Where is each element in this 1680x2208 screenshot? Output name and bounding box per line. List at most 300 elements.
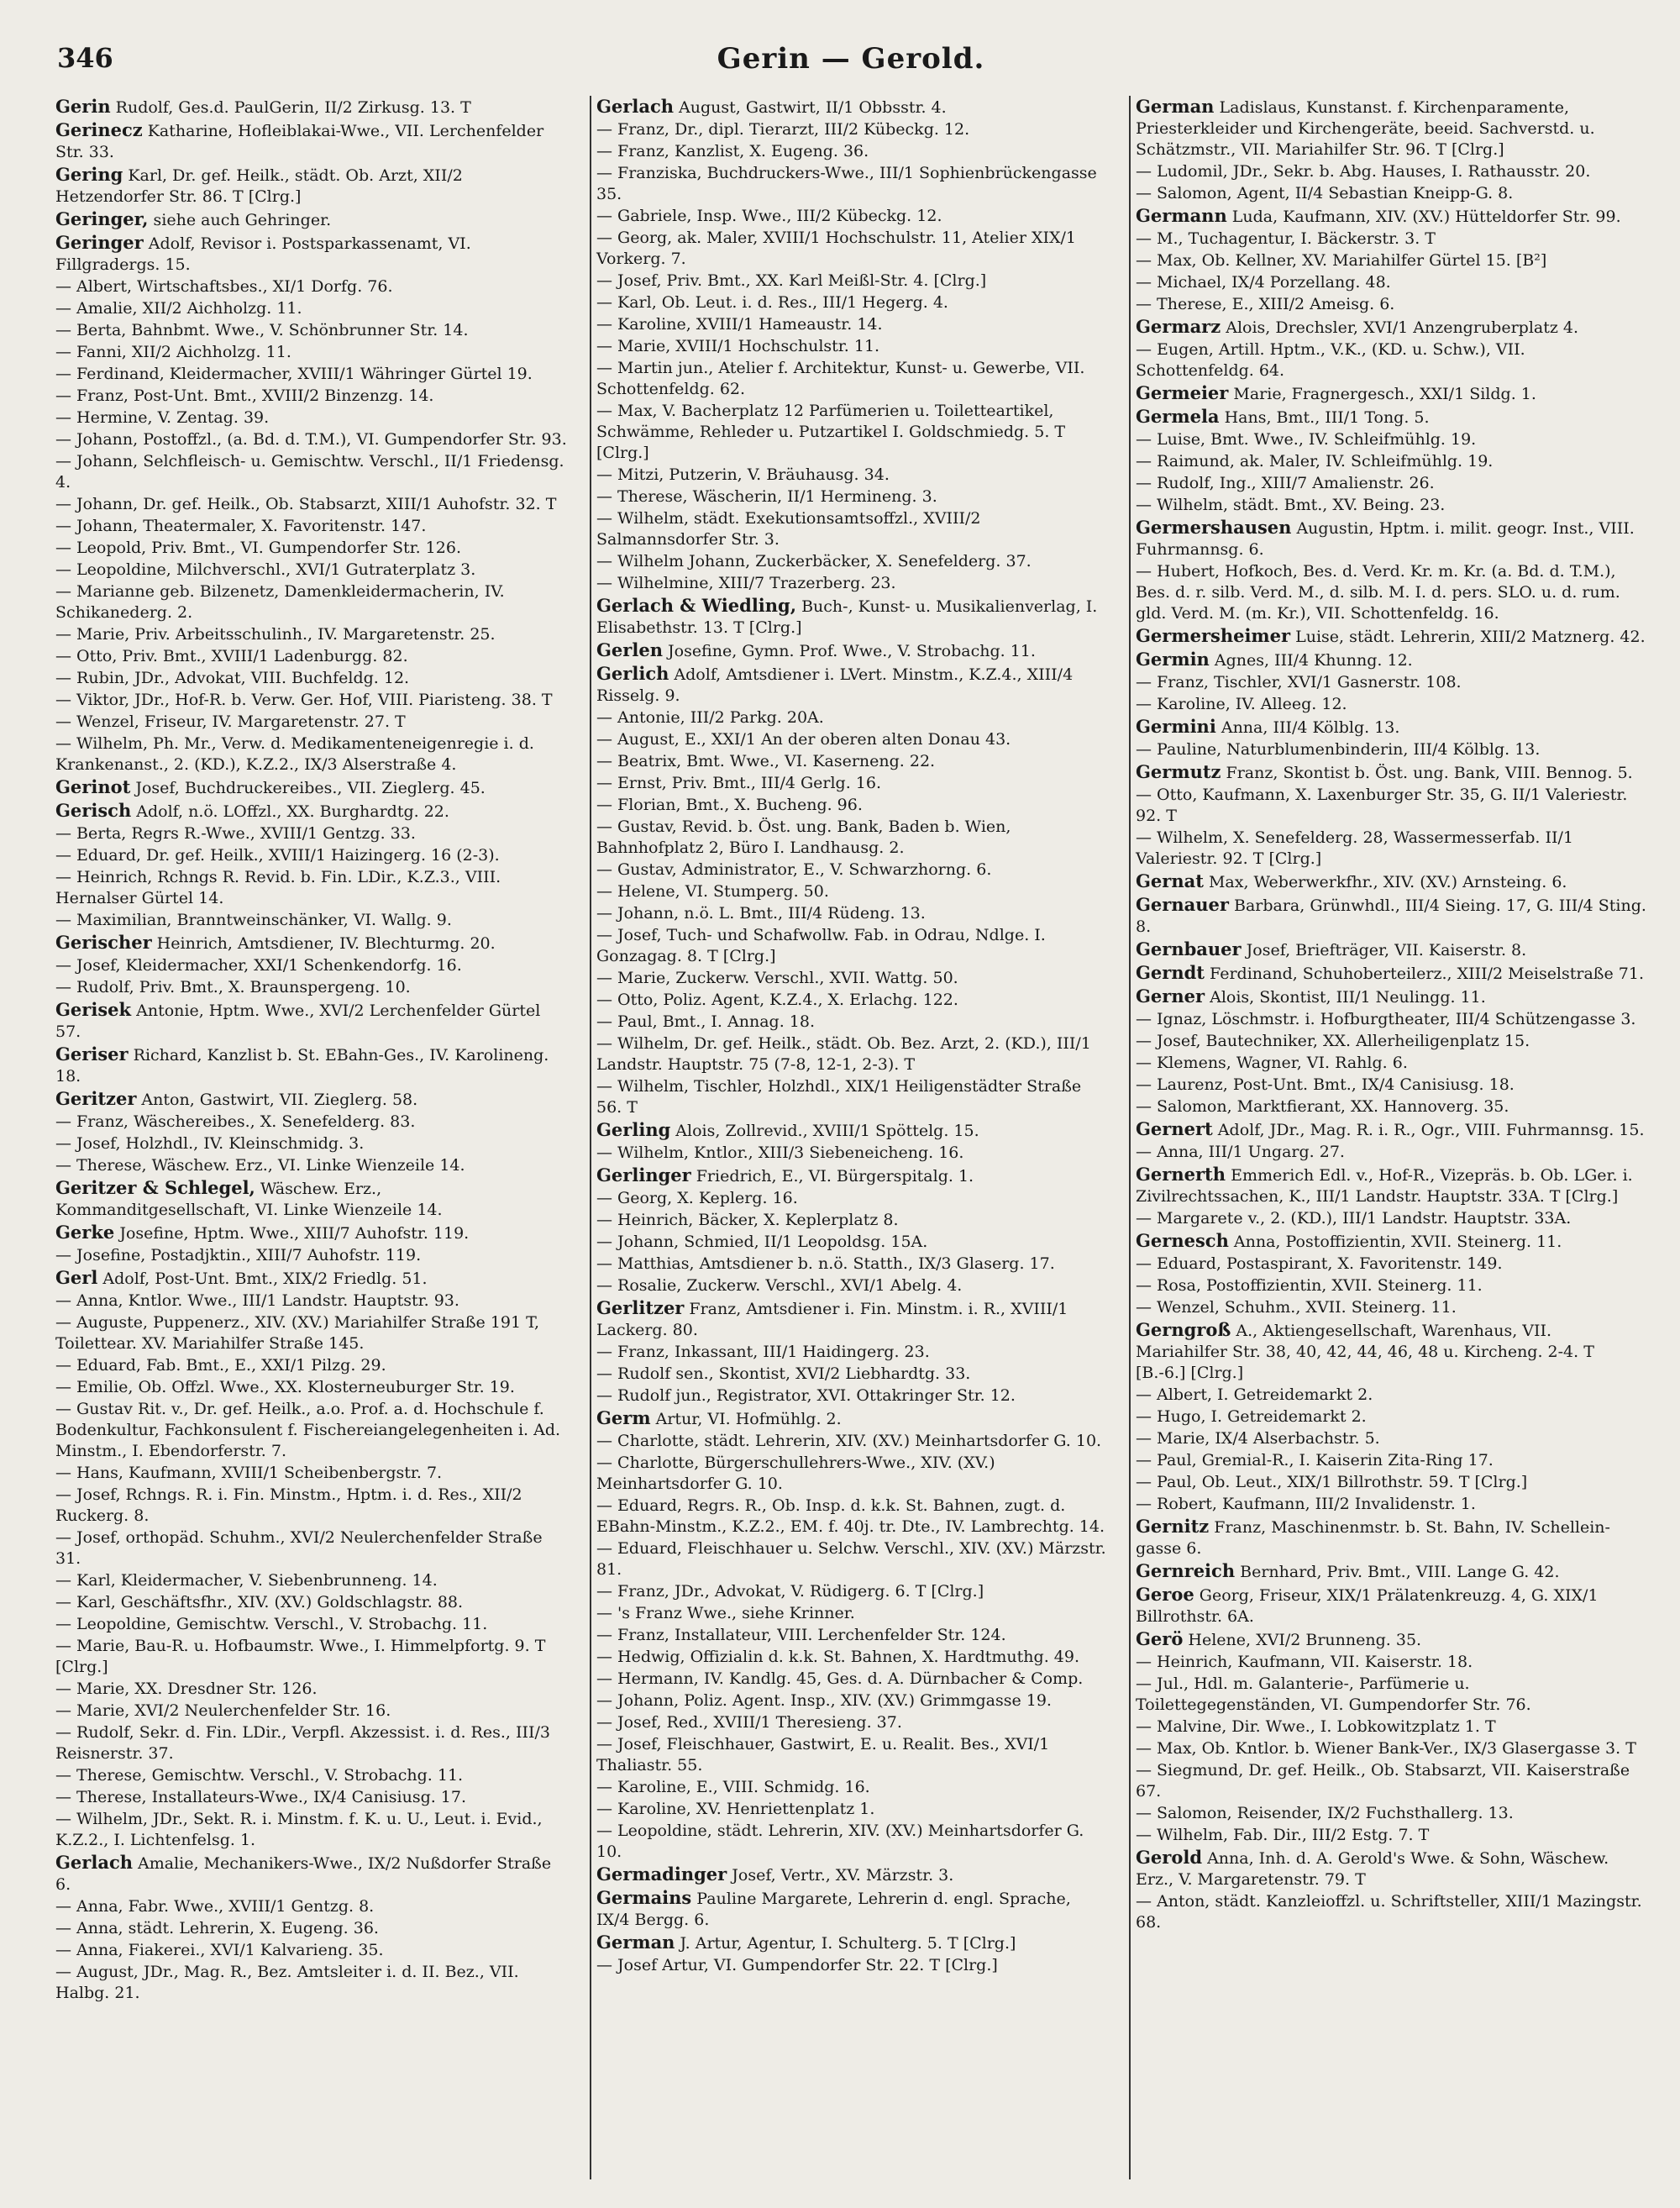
entry-text: Anna, Inh. d. A. Gerold's Wwe. & Sohn, Wäschew. Erz., V. Margaretenstr. 79. T xyxy=(1136,1849,1609,1889)
entry-text: — Anton, städt. Kanzleioffzl. u. Schriftsteller, XIII/1 Mazingstr. 68. xyxy=(1136,1892,1642,1932)
entry-text: Josef, Vertr., XV. Märzstr. 3. xyxy=(727,1866,954,1885)
directory-entry xyxy=(1136,739,1646,760)
entry-surname: Gerner xyxy=(1136,986,1205,1007)
directory-entry xyxy=(55,208,568,231)
directory-entry xyxy=(596,486,1107,507)
directory-entry xyxy=(1136,1275,1646,1296)
directory-entry xyxy=(55,232,568,276)
entry-text: — Gustav, Revid. b. Öst. ung. Bank, Baden b. Wien, Bahnhofplatz 2, Büro I. Landhausg. 2. xyxy=(596,817,1011,857)
entry-surname: Germarz xyxy=(1136,316,1221,337)
entry-text: — Heinrich, Bäcker, X. Keplerplatz 8. xyxy=(596,1211,899,1229)
directory-entry xyxy=(596,1210,1107,1231)
entry-text: — 's Franz Wwe., siehe Krinner. xyxy=(596,1604,855,1622)
directory-entry xyxy=(1136,1674,1646,1716)
entry-text: — Anna, Kntlor. Wwe., III/1 Landstr. Hauptstr. 93. xyxy=(55,1291,459,1310)
entry-text: A., Aktiengesellschaft, Warenhaus, VII. Mariahilfer Str. 38, 40, 42, 44, 46, 48 u. Kircheng. 2-4. T [B.-6.] [Clrg.] xyxy=(1136,1322,1594,1382)
entry-text: — Viktor, JDr., Hof-R. b. Verw. Ger. Hof, VIII. Piaristeng. 38. T xyxy=(55,691,553,709)
entry-text: — Ernst, Priv. Bmt., III/4 Gerlg. 16. xyxy=(596,774,882,792)
entry-text: — Josef, Bautechniker, XX. Allerheiligenplatz 15. xyxy=(1136,1032,1530,1050)
entry-text: — Florian, Bmt., X. Bucheng. 96. xyxy=(596,796,863,814)
entry-surname: Gerö xyxy=(1136,1628,1184,1649)
directory-entry xyxy=(1136,205,1646,228)
directory-entry xyxy=(1136,1031,1646,1052)
directory-entry xyxy=(1136,1472,1646,1493)
directory-entry xyxy=(596,573,1107,594)
directory-entry xyxy=(1136,1652,1646,1673)
entry-surname: Gerisch xyxy=(55,800,132,821)
entry-text: Luda, Kaufmann, XIV. (XV.) Hütteldorfer Str. 99. xyxy=(1226,208,1621,226)
directory-entry xyxy=(55,1355,568,1376)
entry-text: — Helene, VI. Stumperg. 50. xyxy=(596,882,829,901)
entry-surname: Gerlen xyxy=(596,639,663,660)
entry-text: — Klemens, Wagner, VI. Rahlg. 6. xyxy=(1136,1054,1408,1072)
entry-surname: Gernitz xyxy=(1136,1516,1210,1537)
entry-text: — Franz, Installateur, VIII. Lerchenfelder Str. 124. xyxy=(596,1626,1006,1644)
entry-text: — Wilhelm, städt. Bmt., XV. Being. 23. xyxy=(1136,496,1446,514)
directory-entry xyxy=(1136,272,1646,293)
entry-text: — Josefine, Postadjktin., XIII/7 Auhofstr. 119. xyxy=(55,1246,422,1264)
directory-entry xyxy=(596,163,1107,205)
directory-entry xyxy=(596,817,1107,859)
entry-text: — Gustav, Administrator, E., V. Schwarzhorng. 6. xyxy=(596,860,992,879)
directory-entry xyxy=(55,1112,568,1133)
directory-entry xyxy=(596,1297,1107,1341)
directory-entry xyxy=(55,364,568,385)
directory-entry xyxy=(1136,229,1646,250)
entry-surname: Gernat xyxy=(1136,870,1204,891)
entry-text: Emmerich Edl. v., Hof-R., Vizepräs. b. Ob. LGer. i. Zivilrechtssachen, K., III/1 Landstr. Hauptstr. 33A. T [Clrg.] xyxy=(1136,1166,1633,1206)
entry-text: — Rosalie, Zuckerw. Verschl., XVI/1 Abelg. 4. xyxy=(596,1276,963,1295)
entry-text: — Hans, Kaufmann, XVIII/1 Scheibenbergstr. 7. xyxy=(55,1464,443,1482)
directory-entry xyxy=(55,1765,568,1786)
directory-entry xyxy=(55,429,568,450)
directory-entry xyxy=(596,1712,1107,1733)
directory-entry xyxy=(596,1364,1107,1385)
directory-entry xyxy=(596,1275,1107,1296)
directory-entry xyxy=(55,386,568,407)
directory-entry xyxy=(596,206,1107,227)
entry-text: Luise, städt. Lehrerin, XIII/2 Matznerg. 42. xyxy=(1290,628,1646,646)
entry-text: Anna, III/4 Kölblg. 13. xyxy=(1215,718,1400,737)
entry-surname: Gerlitzer xyxy=(596,1297,685,1318)
directory-entry xyxy=(1136,96,1646,160)
directory-entry xyxy=(1136,183,1646,204)
directory-entry xyxy=(1136,986,1646,1008)
entry-text: — Johann, Selchfleisch- u. Gemischtw. Verschl., II/1 Friedensg. 4. xyxy=(55,452,564,492)
directory-entry xyxy=(55,1962,568,2004)
entry-text: — Emilie, Ob. Offzl. Wwe., XX. Klosterneuburger Str. 19. xyxy=(55,1378,515,1396)
entry-text: Ladislaus, Kunstanst. f. Kirchenparamente, Priesterkleider und Kirchengeräte, beeid. Sachverstd. u. Schätzmstr., VII. Mariahilfer Str. 96. T [Clrg.] xyxy=(1136,98,1595,159)
entry-text: Adolf, n.ö. LOffzl., XX. Burghardtg. 22. xyxy=(131,802,449,821)
entry-text: — August, E., XXI/1 An der oberen alten Donau 43. xyxy=(596,730,1011,749)
columns xyxy=(50,96,1651,2179)
directory-entry xyxy=(1136,870,1646,893)
entry-text: — Wilhelm, Ph. Mr., Verw. d. Medikamenteneigenregie i. d. Krankenanst., 2. (KD.), K.Z.2., IX/3 Alserstraße 4. xyxy=(55,734,534,774)
directory-entry xyxy=(596,551,1107,572)
entry-text: Josef, Briefträger, VII. Kaiserstr. 8. xyxy=(1241,941,1527,959)
entry-text: Artur, VI. Hofmühlg. 2. xyxy=(650,1410,842,1428)
entry-text: — Rudolf, Ing., XIII/7 Amalienstr. 26. xyxy=(1136,474,1435,492)
entry-text: — Charlotte, städt. Lehrerin, XIV. (XV.) Meinhartsdorfer G. 10. xyxy=(596,1432,1102,1450)
directory-entry xyxy=(596,881,1107,902)
entry-text: — Josef, orthopäd. Schuhm., XVI/2 Neulerchenfelder Straße 31. xyxy=(55,1528,543,1568)
entry-text: — Hugo, I. Getreidemarkt 2. xyxy=(1136,1407,1367,1426)
directory-entry xyxy=(596,1254,1107,1275)
entry-text: Anna, Postoffizientin, XVII. Steinerg. 11. xyxy=(1228,1233,1562,1251)
entry-text: — Max, Ob. Kntlor. b. Wiener Bank-Ver., IX/3 Glasergasse 3. T xyxy=(1136,1739,1636,1758)
entry-text: — Paul, Gremial-R., I. Kaiserin Zita-Ring 17. xyxy=(1136,1451,1494,1469)
directory-entry xyxy=(55,1044,568,1087)
directory-entry xyxy=(596,228,1107,270)
entry-text: — Franz, JDr., Advokat, V. Rüdigerg. 6. T [Clrg.] xyxy=(596,1582,984,1601)
directory-entry xyxy=(596,1799,1107,1820)
entry-text: siehe auch Gehringer. xyxy=(148,211,332,229)
directory-entry xyxy=(55,1809,568,1851)
directory-entry xyxy=(55,516,568,537)
directory-entry xyxy=(55,538,568,559)
entry-surname: Gerlinger xyxy=(596,1164,691,1185)
entry-text: — Salomon, Agent, II/4 Sebastian Kneipp-G. 8. xyxy=(1136,184,1514,202)
entry-text: — Karl, Geschäftsfhr., XIV. (XV.) Goldschlagstr. 88. xyxy=(55,1593,464,1611)
entry-text: Barbara, Grünwhdl., III/4 Sieing. 17, G. III/4 Sting. 8. xyxy=(1136,896,1646,936)
directory-entry xyxy=(596,1777,1107,1798)
directory-entry xyxy=(596,751,1107,772)
entry-text: — Paul, Ob. Leut., XIX/1 Billrothstr. 59. T [Clrg.] xyxy=(1136,1473,1528,1491)
directory-entry xyxy=(55,581,568,623)
entry-text: — Leopoldine, städt. Lehrerin, XIV. (XV.) Meinhartsdorfer G. 10. xyxy=(596,1822,1084,1861)
directory-entry xyxy=(1136,382,1646,405)
directory-entry xyxy=(596,292,1107,313)
column-right xyxy=(1129,96,1651,2179)
directory-entry xyxy=(55,867,568,909)
directory-entry xyxy=(596,141,1107,162)
entry-text: — Wilhelm, Dr. gef. Heilk., städt. Ob. Bez. Arzt, 2. (KD.), III/1 Landstr. Hauptstr. 75 (7-8, 12-1, 2-3). T xyxy=(596,1034,1091,1074)
entry-text: — Laurenz, Post-Unt. Bmt., IX/4 Canisiusg. 18. xyxy=(1136,1075,1515,1094)
entry-text: Georg, Friseur, XIX/1 Prälatenkreuzg. 4, G. XIX/1 Billrothstr. 6A. xyxy=(1136,1586,1599,1626)
entry-text: — Therese, Wäschew. Erz., VI. Linke Wienzeile 14. xyxy=(55,1156,465,1175)
entry-text: — Fanni, XII/2 Aichholzg. 11. xyxy=(55,343,291,361)
directory-entry xyxy=(55,1636,568,1678)
entry-text: — Josef, Red., XVIII/1 Theresieng. 37. xyxy=(596,1713,902,1732)
entry-text: Max, Weberwerkfhr., XIV. (XV.) Arnsteing. 6. xyxy=(1203,873,1567,891)
entry-surname: Gerngroß xyxy=(1136,1319,1231,1340)
directory-entry xyxy=(596,358,1107,400)
directory-entry xyxy=(55,1377,568,1398)
entry-text: — Eduard, Fab. Bmt., E., XXI/1 Pilzg. 29. xyxy=(55,1356,386,1375)
entry-surname: German xyxy=(596,1932,675,1953)
directory-entry xyxy=(1136,1208,1646,1229)
directory-entry xyxy=(596,1690,1107,1711)
entry-text: Franz, Skontist b. Öst. ung. Bank, VIII. Bennog. 5. xyxy=(1221,764,1633,782)
directory-entry xyxy=(596,1407,1107,1430)
entry-surname: Germersheimer xyxy=(1136,625,1291,646)
entry-text: — Raimund, ak. Maler, IV. Schleifmühlg. 19. xyxy=(1136,452,1494,471)
directory-entry xyxy=(596,773,1107,794)
directory-entry xyxy=(1136,1406,1646,1427)
entry-surname: Germutz xyxy=(1136,761,1221,782)
entry-surname: Gernreich xyxy=(1136,1560,1236,1581)
entry-text: — Hubert, Hofkoch, Bes. d. Verd. Kr. m. Kr. (a. Bd. d. T.M.), Bes. d. r. silb. Verd. M., d. silb. M. I. d. pers. SLO. u. d. rum. gld. Verd. M. (m. Kr.), VII. Schottenfeldg. 16. xyxy=(1136,562,1620,623)
directory-entry xyxy=(55,1592,568,1613)
directory-entry xyxy=(1136,161,1646,182)
entry-text: — Johann, Schmied, II/1 Leopoldsg. 15A. xyxy=(596,1233,928,1251)
entry-text: — Therese, Installateurs-Wwe., IX/4 Canisiusg. 17. xyxy=(55,1788,467,1806)
directory-entry xyxy=(55,690,568,711)
entry-text: — Wilhelmine, XIII/7 Trazerberg. 23. xyxy=(596,574,896,592)
entry-text: — Albert, Wirtschaftsbes., XI/1 Dorfg. 76. xyxy=(55,277,393,296)
entry-text: — Karoline, E., VIII. Schmidg. 16. xyxy=(596,1778,870,1796)
entry-surname: Gerl xyxy=(55,1267,98,1288)
directory-entry xyxy=(1136,1385,1646,1406)
entry-surname: Gerinot xyxy=(55,776,131,797)
directory-entry xyxy=(596,1603,1107,1624)
entry-text: — Berta, Bahnbmt. Wwe., V. Schönbrunner Str. 14. xyxy=(55,321,469,339)
directory-entry xyxy=(596,1342,1107,1363)
entry-text: Hans, Bmt., III/1 Tong. 5. xyxy=(1219,408,1430,427)
entry-text: — Franz, Wäschereibes., X. Senefelderg. 83. xyxy=(55,1112,416,1131)
directory-entry xyxy=(55,1177,568,1221)
directory-entry xyxy=(596,1012,1107,1033)
entry-text: — Wilhelm, Kntlor., XIII/3 Siebeneicheng. 16. xyxy=(596,1143,964,1162)
directory-entry xyxy=(55,407,568,428)
entry-text: Anton, Gastwirt, VII. Zieglerg. 58. xyxy=(136,1091,418,1109)
entry-surname: Geroe xyxy=(1136,1584,1194,1605)
entry-text: — Karl, Kleidermacher, V. Siebenbrunneng. 14. xyxy=(55,1571,438,1590)
directory-entry xyxy=(1136,561,1646,624)
directory-entry xyxy=(1136,1075,1646,1096)
entry-text: — Franziska, Buchdruckers-Wwe., III/1 Sophienbrückengasse 35. xyxy=(596,164,1097,203)
entry-text: Josef, Buchdruckereibes., VII. Zieglerg. 45. xyxy=(130,779,486,797)
directory-entry xyxy=(55,1614,568,1635)
entry-text: Katharine, Hofleiblakai-Wwe., VII. Lerchenfelder Str. 33. xyxy=(55,122,544,161)
entry-text: — Wilhelm, Fab. Dir., III/2 Estg. 7. T xyxy=(1136,1826,1430,1844)
directory-entry xyxy=(596,860,1107,881)
directory-entry xyxy=(1136,1516,1646,1559)
directory-entry xyxy=(55,733,568,775)
directory-entry xyxy=(596,1821,1107,1863)
directory-entry xyxy=(596,1932,1107,1954)
entry-text: Amalie, Mechanikers-Wwe., IX/2 Nußdorfer Straße 6. xyxy=(55,1854,552,1894)
entry-text: — Franz, Dr., dipl. Tierarzt, III/2 Kübeckg. 12. xyxy=(596,120,970,139)
directory-entry xyxy=(596,1955,1107,1976)
directory-entry xyxy=(1136,1825,1646,1846)
entry-text: — Franz, Post-Unt. Bmt., XVIII/2 Binzenzg. 14. xyxy=(55,386,434,405)
directory-entry xyxy=(596,401,1107,464)
entry-text: — Franz, Tischler, XVI/1 Gasnerstr. 108. xyxy=(1136,673,1462,691)
entry-text: — Johann, Poliz. Agent. Insp., XIV. (XV.) Grimmgasse 19. xyxy=(596,1691,1052,1710)
entry-text: — Anna, städt. Lehrerin, X. Eugeng. 36. xyxy=(55,1919,379,1937)
entry-surname: Gernerth xyxy=(1136,1164,1226,1185)
entry-text: — Rudolf jun., Registrator, XVI. Ottakringer Str. 12. xyxy=(596,1386,1016,1405)
entry-text: — Marie, XVIII/1 Hochschulstr. 11. xyxy=(596,337,880,355)
directory-entry xyxy=(55,776,568,799)
entry-text: — Max, V. Bacherplatz 12 Parfümerien u. Toiletteartikel, Schwämme, Rehleder u. Putzartikel I. Goldschmiedg. 5. T [Clrg.] xyxy=(596,402,1066,462)
entry-text: Augustin, Hptm. i. milit. geogr. Inst., VIII. Fuhrmannsg. 6. xyxy=(1136,519,1635,559)
directory-entry xyxy=(596,508,1107,550)
column-middle xyxy=(590,96,1112,2179)
entry-text: — Karoline, XVIII/1 Hameaustr. 14. xyxy=(596,315,883,334)
entry-surname: Geriser xyxy=(55,1044,129,1065)
entry-text: Richard, Kanzlist b. St. EBahn-Ges., IV. Karolineng. 18. xyxy=(55,1046,549,1086)
entry-text: — Marie, Bau-R. u. Hofbaumstr. Wwe., I. Himmelpfortg. 9. T [Clrg.] xyxy=(55,1637,546,1676)
directory-entry xyxy=(1136,1628,1646,1651)
entry-text: — Otto, Kaufmann, X. Laxenburger Str. 35, G. II/1 Valeriestr. 92. T xyxy=(1136,786,1628,825)
directory-entry xyxy=(1136,938,1646,961)
entry-text: — Antonie, III/2 Parkg. 20A. xyxy=(596,708,824,727)
entry-surname: Gerlach & Wiedling, xyxy=(596,595,797,616)
directory-entry xyxy=(596,1538,1107,1580)
directory-entry xyxy=(1136,1738,1646,1759)
entry-surname: Gernbauer xyxy=(1136,938,1242,959)
directory-entry xyxy=(596,1625,1107,1646)
entry-text: — Michael, IX/4 Porzellang. 48. xyxy=(1136,273,1391,292)
directory-entry xyxy=(1136,1096,1646,1117)
entry-text: — Wilhelm, städt. Exekutionsamtsoffzl., XVIII/2 Salmannsdorfer Str. 3. xyxy=(596,509,981,549)
directory-entry xyxy=(55,1155,568,1176)
directory-entry xyxy=(55,1679,568,1700)
entry-text: Buch-, Kunst- u. Musikalienverlag, I. Elisabethstr. 13. T [Clrg.] xyxy=(596,597,1098,637)
directory-entry xyxy=(596,1119,1107,1142)
directory-entry xyxy=(1136,429,1646,450)
entry-text: Friedrich, E., VI. Bürgerspitalg. 1. xyxy=(690,1167,974,1185)
directory-entry xyxy=(1136,716,1646,739)
directory-entry xyxy=(55,1399,568,1462)
directory-entry xyxy=(55,800,568,823)
directory-entry xyxy=(596,795,1107,816)
directory-entry xyxy=(596,968,1107,989)
directory-entry xyxy=(596,663,1107,707)
entry-text: Agnes, III/4 Khunng. 12. xyxy=(1209,651,1413,670)
directory-entry xyxy=(596,1496,1107,1538)
entry-text: — Siegmund, Dr. gef. Heilk., Ob. Stabsarzt, VII. Kaiserstraße 67. xyxy=(1136,1761,1630,1801)
directory-entry xyxy=(1136,339,1646,381)
entry-text: — Otto, Poliz. Agent, K.Z.4., X. Erlachg. 122. xyxy=(596,991,958,1009)
entry-text: — Hermine, V. Zentag. 39. xyxy=(55,408,270,427)
entry-text: — Leopold, Priv. Bmt., VI. Gumpendorfer Str. 126. xyxy=(55,539,461,557)
entry-text: — Eduard, Fleischhauer u. Selchw. Verschl., XIV. (XV.) Märzstr. 81. xyxy=(596,1539,1106,1579)
directory-entry xyxy=(55,1222,568,1244)
entry-text: — Wilhelm, X. Senefelderg. 28, Wassermesserfab. II/1 Valeriestr. 92. T [Clrg.] xyxy=(1136,828,1573,868)
entry-text: — Marie, XVI/2 Neulerchenfelder Str. 16. xyxy=(55,1701,391,1720)
entry-text: — Rosa, Postoffizientin, XVII. Steinerg. 11. xyxy=(1136,1276,1483,1295)
entry-surname: Gerin xyxy=(55,96,111,117)
entry-text: — Johann, Dr. gef. Heilk., Ob. Stabsarzt, XIII/1 Auhofstr. 32. T xyxy=(55,495,557,513)
directory-entry xyxy=(1136,1254,1646,1275)
directory-entry xyxy=(55,119,568,163)
directory-entry xyxy=(55,1312,568,1354)
entry-text: — Franz, Kanzlist, X. Eugeng. 36. xyxy=(596,142,869,160)
entry-surname: Germ xyxy=(596,1407,651,1428)
directory-entry xyxy=(55,1722,568,1764)
entry-text: — Luise, Bmt. Wwe., IV. Schleifmühlg. 19. xyxy=(1136,430,1477,449)
entry-text: — Pauline, Naturblumenbinderin, III/4 Kölblg. 13. xyxy=(1136,740,1541,759)
directory-entry xyxy=(55,494,568,515)
entry-text: Heinrich, Amtsdiener, IV. Blechturmg. 20. xyxy=(151,934,496,953)
entry-text: — Wenzel, Friseur, IV. Margaretenstr. 27. T xyxy=(55,712,406,731)
entry-surname: Gerlach xyxy=(596,96,674,117)
entry-text: Bernhard, Priv. Bmt., VIII. Lange G. 42. xyxy=(1235,1563,1560,1581)
entry-text: — Anna, Fabr. Wwe., XVIII/1 Gentzg. 8. xyxy=(55,1897,375,1916)
directory-entry xyxy=(596,465,1107,486)
entry-text: Alois, Skontist, III/1 Neulingg. 11. xyxy=(1205,988,1486,1007)
directory-entry xyxy=(596,96,1107,118)
directory-entry xyxy=(55,1245,568,1266)
entry-text: — Amalie, XII/2 Aichholzg. 11. xyxy=(55,299,302,318)
entry-text: — Margarete v., 2. (KD.), III/1 Landstr. Hauptstr. 33A. xyxy=(1136,1209,1572,1228)
directory-entry xyxy=(55,1896,568,1917)
entry-surname: Geritzer xyxy=(55,1088,137,1109)
entry-surname: Germann xyxy=(1136,205,1227,226)
directory-entry xyxy=(1136,1716,1646,1737)
directory-entry xyxy=(596,1647,1107,1668)
directory-entry xyxy=(55,451,568,493)
directory-entry xyxy=(55,1918,568,1939)
directory-entry xyxy=(1136,1142,1646,1163)
entry-surname: Germains xyxy=(596,1887,692,1908)
page-header xyxy=(50,42,1651,74)
entry-text: — Mitzi, Putzerin, V. Bräuhausg. 34. xyxy=(596,465,890,484)
directory-entry xyxy=(55,1701,568,1722)
entry-text: Adolf, JDr., Mag. R. i. R., Ogr., VIII. Fuhrmannsg. 15. xyxy=(1212,1121,1645,1139)
entry-surname: Gerling xyxy=(596,1119,671,1140)
directory-entry xyxy=(596,925,1107,967)
directory-entry xyxy=(55,624,568,645)
entry-text: — Marianne geb. Bilzenetz, Damenkleidermacherin, IV. Schikanederg. 2. xyxy=(55,582,505,622)
directory-entry xyxy=(596,119,1107,140)
entry-text: — Johann, Postoffzl., (a. Bd. d. T.M.), VI. Gumpendorfer Str. 93. xyxy=(55,430,567,449)
directory-entry xyxy=(1136,294,1646,315)
entry-text: — Malvine, Dir. Wwe., I. Lobkowitzplatz 1. T xyxy=(1136,1717,1496,1736)
entry-text: — Franz, Inkassant, III/1 Haidingerg. 23. xyxy=(596,1343,930,1361)
directory-entry xyxy=(55,1940,568,1961)
entry-text: — Hedwig, Offizialin d. k.k. St. Bahnen, X. Hardtmuthg. 49. xyxy=(596,1648,1080,1666)
entry-text: — Johann, n.ö. L. Bmt., III/4 Rüdeng. 13. xyxy=(596,904,926,923)
directory-entry xyxy=(596,1453,1107,1495)
entry-text: — Gustav Rit. v., Dr. gef. Heilk., a.o. Prof. a. d. Hochschule f. Bodenkultur, Fachkonsulent f. Fischereiangelegenheiten i. Ad. Minstm., I. Ebendorferstr. 7. xyxy=(55,1400,561,1460)
directory-entry xyxy=(55,977,568,998)
directory-entry xyxy=(1136,1428,1646,1449)
entry-text: — M., Tuchagentur, I. Bäckerstr. 3. T xyxy=(1136,229,1436,248)
directory-entry xyxy=(596,595,1107,639)
directory-entry xyxy=(596,1143,1107,1164)
directory-entry xyxy=(55,1527,568,1569)
directory-entry xyxy=(1136,761,1646,784)
directory-entry xyxy=(55,1133,568,1154)
entry-text: Alois, Drechsler, XVI/1 Anzengruberplatz 4. xyxy=(1221,318,1579,337)
directory-entry xyxy=(1136,517,1646,560)
entry-text: August, Gastwirt, II/1 Obbsstr. 4. xyxy=(674,98,947,117)
entry-text: — Matthias, Amtsdiener b. n.ö. Statth., IX/3 Glaserg. 17. xyxy=(596,1254,1055,1273)
entry-text: — Maximilian, Branntweinschänker, VI. Wallg. 9. xyxy=(55,911,452,929)
directory-entry xyxy=(1136,1230,1646,1253)
running-head: Gerin — Gerold. xyxy=(717,42,985,76)
entry-text: — Leopoldine, Milchverschl., XVI/1 Gutraterplatz 3. xyxy=(55,560,476,579)
directory-entry xyxy=(1136,473,1646,494)
entry-text: — Georg, X. Keplerg. 16. xyxy=(596,1189,798,1207)
entry-surname: Geritzer & Schlegel, xyxy=(55,1177,255,1198)
entry-text: Josefine, Hptm. Wwe., XIII/7 Auhofstr. 119. xyxy=(114,1224,470,1243)
entry-text: — Eduard, Dr. gef. Heilk., XVIII/1 Haizingerg. 16 (2-3). xyxy=(55,846,500,865)
directory-entry xyxy=(596,729,1107,750)
directory-entry xyxy=(596,1431,1107,1452)
entry-text: Adolf, Post-Unt. Bmt., XIX/2 Friedlg. 51. xyxy=(97,1270,428,1288)
page-number: 346 xyxy=(57,42,113,74)
directory-entry xyxy=(55,845,568,866)
entry-text: — Rubin, JDr., Advokat, VIII. Buchfeldg. 12. xyxy=(55,669,410,687)
directory-entry xyxy=(596,1734,1107,1776)
entry-surname: Germin xyxy=(1136,649,1210,670)
directory-entry xyxy=(1136,1319,1646,1384)
